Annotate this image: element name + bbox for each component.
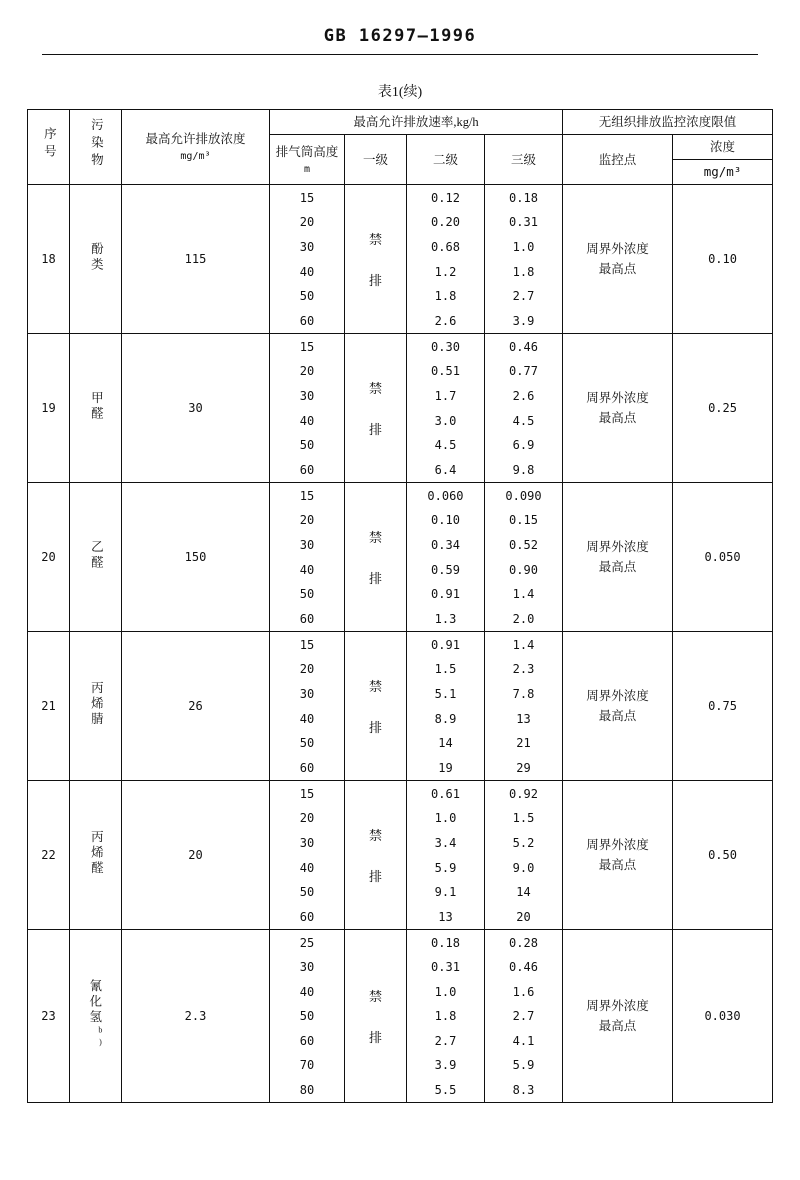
- table-row: [27, 930, 772, 1103]
- ban-char: 禁: [368, 232, 382, 248]
- header-divider: [42, 54, 758, 55]
- row-level3-value: 5.9: [512, 1058, 535, 1073]
- row-monitor-point: [563, 185, 673, 334]
- row-level2-value: 0.59: [431, 562, 460, 577]
- ban-char: 排: [368, 571, 382, 587]
- row-level2-value: 1.0: [434, 811, 457, 826]
- header-limit-concentration-unit: mg/m³: [673, 160, 773, 185]
- row-limit-concentration: 0.75: [673, 632, 773, 781]
- row-level3: [484, 483, 562, 632]
- row-stack-height: [269, 483, 344, 632]
- row-seq: 19: [27, 334, 69, 483]
- row-level2-value: 5.9: [434, 860, 457, 875]
- row-level2-value: 3.9: [434, 1058, 457, 1073]
- row-stack-height-value: 15: [299, 190, 315, 205]
- row-level3-value: 0.31: [509, 215, 538, 230]
- row-level3-value: 9.8: [512, 462, 535, 477]
- row-seq: 23: [27, 930, 69, 1103]
- row-level3-value: 2.6: [512, 389, 535, 404]
- row-level3-value: 8.3: [512, 1083, 535, 1098]
- row-level2-value: 14: [438, 736, 453, 751]
- header-max-concentration-label: 最高允许排放浓度: [145, 132, 246, 147]
- row-level2: [406, 632, 484, 781]
- ban-char: 排: [368, 1030, 382, 1046]
- row-level3: [484, 185, 562, 334]
- header-level2: 二级: [406, 135, 484, 185]
- row-level2-value: 13: [438, 909, 453, 924]
- row-level2-value: 1.5: [434, 662, 457, 677]
- table-row: [27, 781, 772, 930]
- row-level2-value: 0.20: [431, 215, 460, 230]
- row-level3-value: 2.7: [512, 289, 535, 304]
- row-level2-value: 0.31: [431, 960, 460, 975]
- row-stack-height-value: 15: [299, 786, 315, 801]
- row-level2-value: 19: [438, 760, 453, 775]
- row-level3-value: 3.9: [512, 313, 535, 328]
- row-level3-value: 0.15: [509, 513, 538, 528]
- monitor-point-line2: 最高点: [598, 709, 637, 724]
- row-pollutant: 甲醛: [69, 334, 121, 483]
- row-pollutant: 酚类: [69, 185, 121, 334]
- row-level3-value: 2.3: [512, 662, 535, 677]
- row-level1: [344, 632, 406, 781]
- row-level1: [344, 334, 406, 483]
- row-level2-value: 0.34: [431, 538, 460, 553]
- ban-char: 禁: [368, 530, 382, 546]
- row-level1: [344, 185, 406, 334]
- row-stack-height: [269, 632, 344, 781]
- row-level2-value: 0.51: [431, 364, 460, 379]
- header-seq: 序号: [27, 110, 69, 185]
- row-stack-height-value: 40: [299, 264, 315, 279]
- row-limit-concentration: 0.030: [673, 930, 773, 1103]
- row-stack-height-value: 60: [299, 760, 315, 775]
- row-stack-height-value: 50: [299, 587, 315, 602]
- row-level2-value: 1.8: [434, 1009, 457, 1024]
- row-limit-concentration: 0.25: [673, 334, 773, 483]
- row-stack-height-value: 40: [299, 984, 315, 999]
- row-seq: 20: [27, 483, 69, 632]
- row-max-concentration: 2.3: [121, 930, 269, 1103]
- table-body: [27, 185, 772, 1103]
- row-level2: [406, 930, 484, 1103]
- monitor-point-line2: 最高点: [598, 262, 637, 277]
- table-row: [27, 185, 772, 334]
- row-level3-value: 7.8: [512, 687, 535, 702]
- monitor-point-line1: 周界外浓度: [586, 689, 649, 704]
- header-max-concentration-unit: mg/m³: [180, 151, 211, 163]
- row-level2-value: 0.61: [431, 786, 460, 801]
- header-stack-height-unit: m: [303, 163, 310, 175]
- row-level1: [344, 483, 406, 632]
- row-stack-height-value: 80: [299, 1083, 315, 1098]
- row-stack-height-value: 20: [299, 215, 315, 230]
- row-max-concentration: 150: [121, 483, 269, 632]
- row-stack-height-value: 50: [299, 736, 315, 751]
- row-stack-height-value: 60: [299, 611, 315, 626]
- ban-char: 禁: [368, 679, 382, 695]
- row-monitor-point: [563, 781, 673, 930]
- row-level2-value: 0.68: [431, 240, 460, 255]
- row-stack-height-value: 50: [299, 289, 315, 304]
- row-max-concentration: 26: [121, 632, 269, 781]
- table-header: [27, 110, 772, 185]
- row-monitor-point: [563, 483, 673, 632]
- table-caption: 表1(续): [377, 85, 423, 100]
- monitor-point-line1: 周界外浓度: [586, 838, 649, 853]
- row-stack-height-value: 15: [299, 339, 315, 354]
- row-pollutant: 乙醛: [69, 483, 121, 632]
- row-level3-value: 4.5: [512, 413, 535, 428]
- row-level2-value: 1.2: [434, 264, 457, 279]
- row-level2-value: 0.30: [431, 339, 460, 354]
- row-max-concentration: 115: [121, 185, 269, 334]
- monitor-point-line2: 最高点: [598, 411, 637, 426]
- page-header: GB 16297—1996: [323, 26, 477, 46]
- ban-char: 禁: [368, 989, 382, 1005]
- row-level1: [344, 781, 406, 930]
- row-level2-value: 0.18: [431, 935, 460, 950]
- row-level3-value: 14: [516, 885, 531, 900]
- header-level3: 三级: [484, 135, 562, 185]
- row-level2: [406, 185, 484, 334]
- monitor-point-line1: 周界外浓度: [586, 242, 649, 257]
- footnote-marker: b): [95, 1025, 105, 1050]
- row-stack-height: [269, 334, 344, 483]
- monitor-point-line1: 周界外浓度: [586, 540, 649, 555]
- row-level2: [406, 334, 484, 483]
- row-stack-height-value: 50: [299, 1009, 315, 1024]
- row-level3-value: 0.92: [509, 786, 538, 801]
- row-level3-value: 0.90: [509, 562, 538, 577]
- row-level3-value: 5.2: [512, 836, 535, 851]
- monitor-point-line2: 最高点: [598, 1019, 637, 1034]
- row-level2-value: 6.4: [434, 462, 457, 477]
- header-max-concentration: [121, 110, 269, 185]
- row-stack-height: [269, 930, 344, 1103]
- row-stack-height-value: 15: [299, 637, 315, 652]
- row-level3: [484, 334, 562, 483]
- row-stack-height-value: 40: [299, 860, 315, 875]
- row-stack-height-value: 30: [299, 836, 315, 851]
- row-stack-height: [269, 781, 344, 930]
- ban-char: 禁: [368, 828, 382, 844]
- row-stack-height-value: 25: [299, 935, 315, 950]
- row-stack-height-value: 30: [299, 538, 315, 553]
- row-level3-value: 0.77: [509, 364, 538, 379]
- row-level3-value: 21: [516, 736, 531, 751]
- row-pollutant: 丙烯腈: [69, 632, 121, 781]
- row-level3-value: 4.1: [512, 1033, 535, 1048]
- row-level3-value: 1.5: [512, 811, 535, 826]
- header-stack-height-label: 排气筒高度: [275, 144, 339, 159]
- row-stack-height-value: 40: [299, 562, 315, 577]
- row-level3-value: 1.8: [512, 264, 535, 279]
- row-limit-concentration: 0.050: [673, 483, 773, 632]
- table-row: [27, 483, 772, 632]
- row-stack-height-value: 60: [299, 313, 315, 328]
- row-level2-value: 8.9: [434, 711, 457, 726]
- row-level3-value: 0.46: [509, 339, 538, 354]
- row-level3-value: 1.4: [512, 637, 535, 652]
- row-monitor-point: [563, 930, 673, 1103]
- row-level2-value: 0.12: [431, 190, 460, 205]
- row-pollutant: 丙烯醛: [69, 781, 121, 930]
- row-stack-height-value: 40: [299, 711, 315, 726]
- row-stack-height-value: 20: [299, 811, 315, 826]
- row-stack-height-value: 40: [299, 413, 315, 428]
- row-stack-height-value: 50: [299, 438, 315, 453]
- row-level2: [406, 483, 484, 632]
- row-level2-value: 5.1: [434, 687, 457, 702]
- row-level3-value: 29: [516, 760, 531, 775]
- row-level3-value: 0.18: [509, 190, 538, 205]
- row-level3-value: 2.0: [512, 611, 535, 626]
- header-unorganized-group: 无组织排放监控浓度限值: [563, 110, 773, 135]
- row-level3-value: 0.090: [505, 488, 542, 503]
- row-seq: 22: [27, 781, 69, 930]
- row-level3-value: 0.52: [509, 538, 538, 553]
- header-level1: 一级: [344, 135, 406, 185]
- row-pollutant: 氰化氢$^{b)}$: [69, 930, 121, 1103]
- row-stack-height-value: 15: [299, 488, 315, 503]
- row-limit-concentration: 0.50: [673, 781, 773, 930]
- row-level3-value: 13: [516, 711, 531, 726]
- row-max-concentration: 20: [121, 781, 269, 930]
- monitor-point-line2: 最高点: [598, 858, 637, 873]
- row-max-concentration: 30: [121, 334, 269, 483]
- ban-char: 禁: [368, 381, 382, 397]
- row-level3: [484, 781, 562, 930]
- row-level2-value: 2.7: [434, 1033, 457, 1048]
- row-level2-value: 0.060: [427, 488, 464, 503]
- row-stack-height-value: 30: [299, 960, 315, 975]
- row-level2-value: 0.10: [431, 513, 460, 528]
- row-stack-height-value: 30: [299, 389, 315, 404]
- row-level3-value: 20: [516, 909, 531, 924]
- row-level2-value: 1.8: [434, 289, 457, 304]
- row-level3-value: 1.0: [512, 240, 535, 255]
- row-level2: [406, 781, 484, 930]
- row-level2-value: 1.7: [434, 389, 457, 404]
- row-monitor-point: [563, 632, 673, 781]
- row-level3: [484, 632, 562, 781]
- row-stack-height-value: 20: [299, 662, 315, 677]
- row-level2-value: 1.3: [434, 611, 457, 626]
- row-stack-height-value: 20: [299, 513, 315, 528]
- row-level3-value: 1.4: [512, 587, 535, 602]
- row-level3-value: 0.46: [509, 960, 538, 975]
- row-stack-height: [269, 185, 344, 334]
- header-monitor-point: 监控点: [563, 135, 673, 185]
- row-stack-height-value: 30: [299, 240, 315, 255]
- table-row: [27, 632, 772, 781]
- row-stack-height-value: 20: [299, 364, 315, 379]
- monitor-point-line1: 周界外浓度: [586, 391, 649, 406]
- monitor-point-line2: 最高点: [598, 560, 637, 575]
- row-stack-height-value: 60: [299, 462, 315, 477]
- ban-char: 排: [368, 869, 382, 885]
- row-level2-value: 3.4: [434, 836, 457, 851]
- row-level2-value: 1.0: [434, 984, 457, 999]
- row-stack-height-value: 60: [299, 1033, 315, 1048]
- ban-char: 排: [368, 422, 382, 438]
- header-max-rate-group: 最高允许排放速率,kg/h: [269, 110, 562, 135]
- row-level2-value: 5.5: [434, 1083, 457, 1098]
- row-level2-value: 4.5: [434, 438, 457, 453]
- row-level2-value: 0.91: [431, 637, 460, 652]
- header-stack-height: [269, 135, 344, 185]
- emission-limits-table: [27, 109, 773, 1103]
- row-limit-concentration: 0.10: [673, 185, 773, 334]
- row-level2-value: 3.0: [434, 413, 457, 428]
- row-level3-value: 1.6: [512, 984, 535, 999]
- table-row: [27, 334, 772, 483]
- row-seq: 18: [27, 185, 69, 334]
- row-level3-value: 9.0: [512, 860, 535, 875]
- row-level2-value: 0.91: [431, 587, 460, 602]
- ban-char: 排: [368, 720, 382, 736]
- monitor-point-line1: 周界外浓度: [586, 999, 649, 1014]
- row-stack-height-value: 60: [299, 909, 315, 924]
- header-pollutant: 污染物: [69, 110, 121, 185]
- ban-char: 排: [368, 273, 382, 289]
- row-level2-value: 9.1: [434, 885, 457, 900]
- row-stack-height-value: 50: [299, 885, 315, 900]
- row-level3-value: 6.9: [512, 438, 535, 453]
- row-seq: 21: [27, 632, 69, 781]
- row-level2-value: 2.6: [434, 313, 457, 328]
- row-monitor-point: [563, 334, 673, 483]
- row-level1: [344, 930, 406, 1103]
- row-stack-height-value: 30: [299, 687, 315, 702]
- row-level3: [484, 930, 562, 1103]
- row-level3-value: 0.28: [509, 935, 538, 950]
- row-level3-value: 2.7: [512, 1009, 535, 1024]
- row-stack-height-value: 70: [299, 1058, 315, 1073]
- header-limit-concentration: 浓度: [673, 135, 773, 160]
